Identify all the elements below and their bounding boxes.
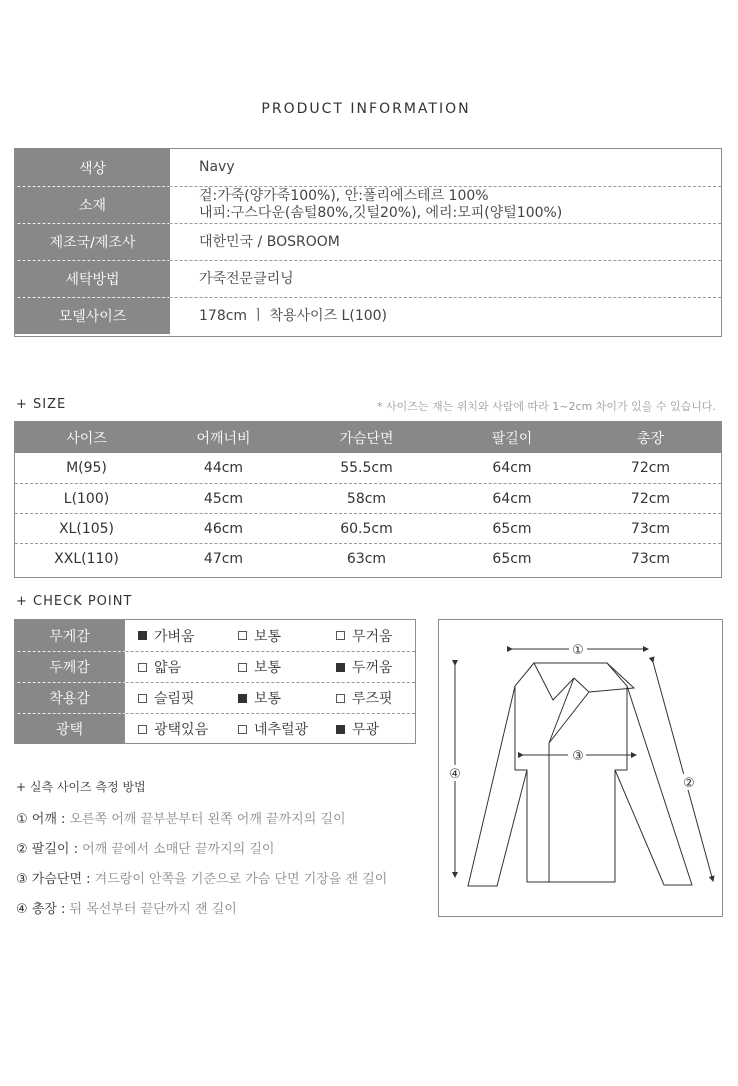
size-cell: XL(105): [58, 520, 115, 537]
check-option-label: 네추럴광: [254, 722, 309, 738]
size-cell: 55.5cm: [340, 460, 393, 476]
measure-item: [16, 809, 387, 839]
size-cell: 64cm: [492, 490, 532, 507]
unchecked-box-icon: [238, 631, 247, 640]
unchecked-box-icon: [336, 694, 345, 703]
check-option-label: 얇음: [154, 660, 182, 676]
size-cell: 65cm: [492, 520, 532, 537]
check-option-label: 루즈핏: [352, 691, 393, 707]
info-label: 세탁방법: [15, 261, 170, 297]
size-row: [15, 513, 721, 543]
unchecked-box-icon: [238, 725, 247, 734]
check-option-label: 보통: [254, 691, 282, 707]
size-cell: 72cm: [630, 490, 671, 507]
check-option: [238, 714, 336, 744]
check-row: [15, 713, 415, 744]
measure-key: ② 팔길이 :: [16, 842, 78, 857]
check-option-label: 무광: [352, 722, 380, 738]
check-row: [15, 620, 415, 651]
size-cell: 45cm: [203, 490, 244, 507]
info-value-line: 178cm ㅣ 착용사이즈 L(100): [199, 307, 387, 324]
check-option-label: 슬림핏: [154, 691, 195, 707]
check-option: [125, 620, 238, 651]
info-value: [170, 224, 340, 260]
size-cell: M(95): [66, 460, 107, 476]
measure-item: [16, 869, 387, 899]
product-info-table: [14, 148, 722, 337]
size-table: [14, 421, 722, 578]
check-option-label: 보통: [254, 628, 282, 645]
size-column-header: 가슴단면: [339, 430, 394, 447]
size-cell: 72cm: [630, 460, 671, 476]
size-cell: XXL(110): [54, 550, 119, 567]
measure-heading: + 실측 사이즈 측정 방법: [16, 780, 146, 794]
check-row: [15, 651, 415, 682]
measure-key: ④ 총장 :: [16, 902, 66, 917]
size-cell: 44cm: [203, 460, 244, 476]
jacket-illustration: [439, 620, 722, 916]
check-option: [336, 714, 415, 744]
size-cell: L(100): [63, 490, 110, 507]
size-cell: 73cm: [630, 550, 671, 567]
size-column-header: 팔길이: [491, 430, 533, 447]
size-cell: 60.5cm: [340, 520, 393, 537]
measure-item: [16, 899, 387, 929]
size-cell: 65cm: [492, 550, 532, 567]
info-value: [170, 149, 235, 186]
check-option: [125, 652, 238, 682]
check-option-label: 가벼움: [154, 628, 195, 645]
info-row: [15, 223, 721, 260]
measure-item: [16, 839, 387, 869]
label-4: ④: [449, 767, 461, 782]
size-cell: 58cm: [346, 490, 387, 507]
check-option-label: 광택있음: [154, 722, 209, 738]
check-label: 무게감: [15, 620, 125, 651]
info-row: [15, 260, 721, 297]
measure-key: ① 어깨 :: [16, 812, 66, 827]
measure-desc: 어깨 끝에서 소매단 끝까지의 길이: [77, 842, 275, 857]
check-label: 두께감: [15, 652, 125, 682]
size-column-header: 총장: [636, 430, 665, 447]
check-option: [238, 652, 336, 682]
size-row: [15, 483, 721, 513]
label-3: ③: [572, 749, 584, 764]
size-row: [15, 543, 721, 573]
check-option: [336, 620, 415, 651]
check-label: 착용감: [15, 683, 125, 713]
info-value: [170, 298, 387, 334]
check-option: [125, 714, 238, 744]
info-value-line: Navy: [199, 159, 235, 175]
unchecked-box-icon: [336, 631, 345, 640]
measure-desc: 오른쪽 어깨 끝부분부터 왼쪽 어깨 끝까지의 길이: [65, 812, 346, 827]
checked-box-icon: [336, 663, 345, 672]
size-heading: + SIZE: [16, 397, 67, 412]
info-label: 제조국/제조사: [15, 224, 170, 260]
info-value-line: 겉:가죽(양가죽100%), 안:폴리에스테르 100%: [199, 188, 489, 204]
size-cell: 64cm: [492, 460, 532, 476]
unchecked-box-icon: [238, 663, 247, 672]
label-1: ①: [572, 643, 584, 658]
jacket-diagram: [438, 619, 723, 917]
check-option-label: 두꺼움: [352, 660, 393, 676]
checked-box-icon: [336, 725, 345, 734]
info-value: [170, 187, 562, 223]
check-option: [336, 683, 415, 713]
check-option-label: 보통: [254, 660, 282, 676]
measure-guide: [16, 778, 387, 929]
info-label: 색상: [15, 149, 170, 186]
unchecked-box-icon: [138, 694, 147, 703]
check-option: [125, 683, 238, 713]
info-row: [15, 149, 721, 186]
check-row: [15, 682, 415, 713]
info-row: [15, 186, 721, 223]
label-2: ②: [683, 776, 695, 791]
size-cell: 46cm: [203, 520, 244, 537]
unchecked-box-icon: [138, 663, 147, 672]
size-column-header: 어깨너비: [196, 430, 251, 447]
size-header-row: [15, 422, 721, 453]
info-label: 모델사이즈: [15, 298, 170, 334]
page-title: PRODUCT INFORMATION: [261, 101, 471, 117]
size-cell: 73cm: [630, 520, 671, 537]
size-column-header: 사이즈: [66, 430, 107, 447]
info-value-line: 가죽전문클리닝: [199, 270, 294, 287]
info-value-line: 대한민국 / BOSROOM: [199, 233, 340, 250]
unchecked-box-icon: [138, 725, 147, 734]
size-note: * 사이즈는 재는 위치와 사람에 따라 1~2cm 차이가 있을 수 있습니다.: [377, 400, 716, 413]
measure-desc: 겨드랑이 안쪽을 기준으로 가슴 단면 기장을 잰 길이: [90, 872, 388, 887]
check-option: [238, 683, 336, 713]
info-value: [170, 261, 294, 297]
check-option: [336, 652, 415, 682]
check-option: [238, 620, 336, 651]
check-point-table: [14, 619, 416, 744]
info-value-line: 내피:구스다운(솜털80%,깃털20%), 에리:모피(양털100%): [199, 205, 563, 221]
info-row: [15, 297, 721, 334]
size-row: [15, 453, 721, 483]
size-cell: 47cm: [203, 550, 244, 567]
info-label: 소재: [15, 187, 170, 223]
checked-box-icon: [238, 694, 247, 703]
checked-box-icon: [138, 631, 147, 640]
check-label: 광택: [15, 714, 125, 744]
check-point-heading: + CHECK POINT: [16, 594, 133, 609]
size-cell: 63cm: [346, 550, 387, 567]
measure-key: ③ 가슴단면 :: [16, 872, 91, 887]
check-option-label: 무거움: [352, 628, 393, 645]
measure-desc: 뒤 목선부터 끝단까지 잰 길이: [65, 902, 237, 917]
